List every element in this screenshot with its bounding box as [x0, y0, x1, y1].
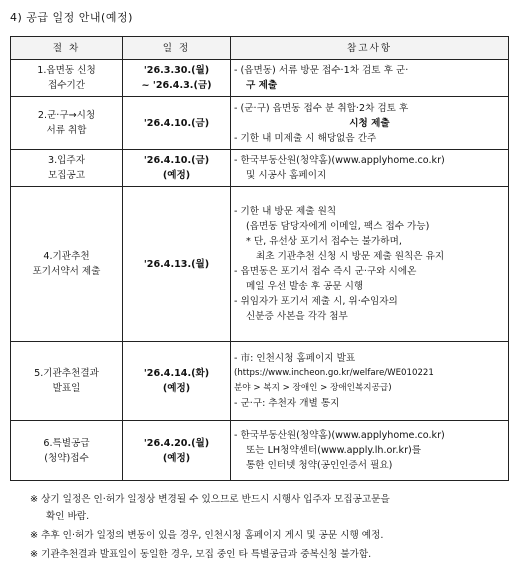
table-row: [11, 421, 509, 481]
step-text: 발표일: [52, 383, 81, 394]
footnote-text: ※ 추후 인·허가 일정의 변동이 있을 경우, 인천시청 홈페이지 게시 및 공문 시행 예정.: [30, 530, 384, 541]
date-text: '26.3.30.(월): [143, 65, 210, 76]
note-text: 통한 인터넷 청약(공인인증서 필요): [246, 460, 393, 471]
note-text: - (군·구) 읍면동 접수 분 취합·2차 검토 후: [234, 102, 409, 114]
step-text: 2.군·구→시청: [37, 110, 96, 121]
step-text: 5.기관추천결과: [34, 368, 99, 379]
step-text: 포기서약서 제출: [32, 266, 101, 277]
table-row: [11, 187, 509, 342]
note-text: - 군·구: 추천자 개별 통지: [234, 398, 340, 409]
footnote-text: ※ 상기 일정은 인·허가 일정상 변경될 수 있으므로 반드시 시행사 입주자 모집공고문을: [30, 494, 390, 505]
date-cell: [123, 187, 231, 342]
date-text: '26.4.10.(금): [143, 155, 210, 166]
note-text: - 읍면동은 포기서 접수 즉시 군·구와 시에온: [234, 266, 417, 277]
header-date: 일 정: [123, 37, 231, 60]
table-row: [11, 342, 509, 421]
section-title: 4) 공급 일정 안내(예정): [10, 11, 133, 24]
step-text: 4.기관추천: [43, 251, 90, 262]
date-cell: [123, 60, 231, 97]
step-cell: [11, 187, 123, 342]
footnote: [30, 527, 506, 544]
date-cell: [123, 342, 231, 421]
note-text: - (읍면동) 서류 방문 접수·1차 검토 후 군·: [234, 65, 409, 76]
date-text: '26.4.10.(금): [143, 117, 210, 129]
step-text: 모집공고: [47, 170, 86, 181]
table-row: [11, 60, 509, 97]
step-cell: [11, 97, 123, 150]
step-text: 접수기간: [47, 80, 86, 91]
note-text: - 한국부동산원(청약홈)(www.applyhome.co.kr): [234, 155, 445, 166]
footnote: [30, 546, 506, 563]
date-text: '26.4.14.(화): [143, 368, 210, 379]
date-cell: [123, 150, 231, 187]
note-text: 시청 제출: [349, 117, 390, 129]
header-notes: 참고사항: [231, 37, 509, 60]
date-text: (예정): [162, 383, 191, 394]
header-step: 절 차: [11, 37, 123, 60]
note-text: - 기한 내 방문 제출 원칙: [234, 206, 337, 217]
step-text: 서류 취합: [46, 125, 87, 136]
date-cell: [123, 97, 231, 150]
date-text: '26.4.20.(월): [143, 437, 210, 449]
notes-cell: [231, 187, 509, 342]
footnote-text: ※ 기관추천결과 발표일이 동일한 경우, 모집 중인 타 특별공급과 중복신청 불가함.: [30, 549, 372, 560]
footnote: [30, 491, 506, 525]
date-text: ~ '26.4.3.(금): [141, 80, 212, 91]
table-row: [11, 150, 509, 187]
notes-cell: [231, 150, 509, 187]
note-text: (https://www.incheon.go.kr/welfare/WE010221: [234, 368, 434, 378]
note-text: - 市: 인천시청 홈페이지 발표: [234, 353, 356, 364]
step-cell: [11, 150, 123, 187]
step-text: 1.읍면동 신청: [37, 65, 96, 76]
note-text: 또는 LH청약센터(www.apply.lh.or.kr)를: [246, 445, 422, 456]
note-text: * 단, 유선상 포기서 접수는 불가하며,: [246, 236, 402, 247]
step-text: 3.입주자: [48, 155, 85, 166]
note-text: 분야 > 복지 > 장애인 > 장애인복지공급): [234, 383, 392, 393]
step-cell: [11, 342, 123, 421]
date-cell: [123, 421, 231, 481]
supply-schedule-table: [10, 36, 509, 481]
notes-cell: [231, 421, 509, 481]
step-text: 6.특별공급: [43, 437, 90, 449]
footnote-text: 확인 바람.: [46, 511, 90, 522]
note-text: - 한국부동산원(청약홈)(www.applyhome.co.kr): [234, 430, 445, 441]
notes-cell: [231, 342, 509, 421]
note-text: - 기한 내 미제출 시 해당없음 간주: [234, 132, 377, 144]
footnotes: [30, 491, 506, 565]
step-cell: [11, 60, 123, 97]
note-text: (읍면동 담당자에게 이메일, 팩스 접수 가능): [246, 221, 430, 232]
note-text: 신분증 사본을 각각 첨부: [246, 311, 348, 322]
note-text: 최초 기관추천 신청 시 방문 제출 원칙은 유지: [256, 251, 445, 262]
date-text: (예정): [162, 452, 191, 464]
date-text: '26.4.13.(월): [143, 258, 210, 270]
step-cell: [11, 421, 123, 481]
note-text: 메일 우선 발송 후 공문 시행: [246, 281, 364, 292]
notes-cell: [231, 60, 509, 97]
date-text: (예정): [162, 170, 191, 181]
step-text: (청약)접수: [44, 452, 89, 464]
table-row: [11, 97, 509, 150]
notes-cell: [231, 97, 509, 150]
table-header-row: [11, 37, 509, 60]
note-text: 및 시공사 홈페이지: [246, 170, 327, 181]
note-text: - 위임자가 포기서 제출 시, 위·수임자의: [234, 296, 398, 307]
note-text: 구 제출: [246, 80, 278, 91]
